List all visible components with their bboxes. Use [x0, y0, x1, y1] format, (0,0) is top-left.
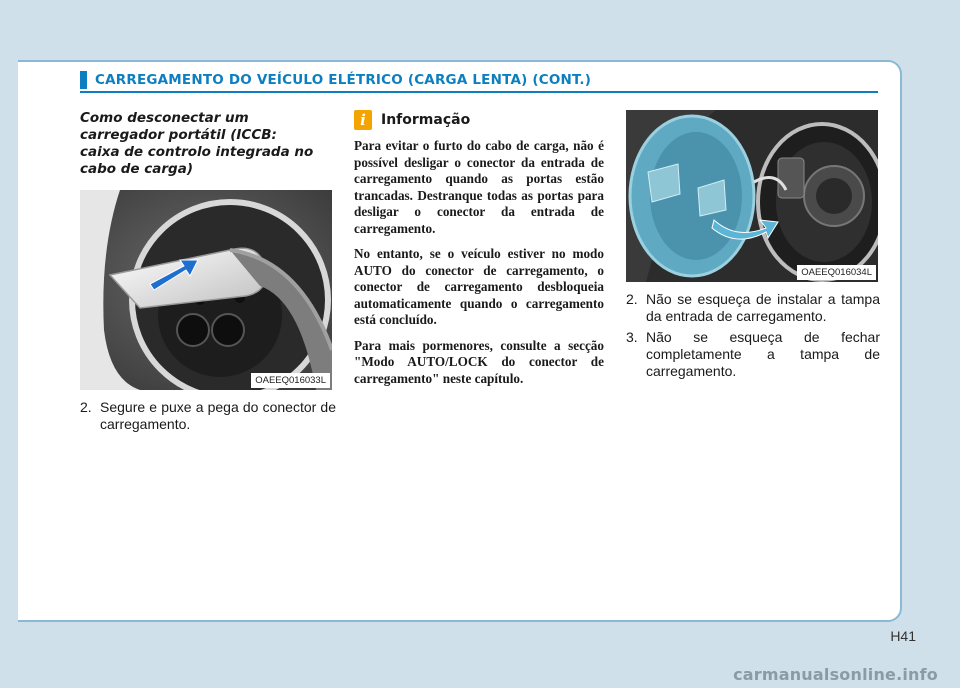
section-header: [80, 69, 880, 91]
instruction-step: [626, 291, 880, 325]
info-header: [354, 110, 604, 130]
left-column: [80, 110, 336, 433]
page-number: H41: [890, 628, 916, 644]
info-icon: i: [354, 110, 372, 130]
figure-code-label: OAEEQ016033L: [251, 373, 330, 388]
figure-charging-door: [626, 110, 878, 282]
info-paragraph: No entanto, se o veículo estiver no modo AUTO do conector de carregamento, o conector de carregamento desbloqueia automaticamente quando o carregamento está concluído.: [354, 246, 604, 327]
header-accent-bar: [80, 71, 87, 89]
watermark: carmanualsonline.info: [733, 665, 938, 684]
step-number: 3.: [626, 329, 638, 345]
info-column: [354, 110, 604, 396]
figure-code-label: OAEEQ016034L: [797, 265, 876, 280]
info-title: Informação: [381, 112, 471, 128]
header-underline: [80, 91, 878, 93]
subsection-title: Como desconectar um carregador portátil (ICCB: caixa de controlo integrada no cabo de carga): [80, 110, 314, 177]
charging-door-illustration: [626, 110, 878, 282]
step-text: Não se esqueça de fechar completamente a tampa de carregamento.: [646, 329, 880, 379]
step-number: 2.: [80, 399, 92, 415]
section-title: CARREGAMENTO DO VEÍCULO ELÉTRICO (CARGA LENTA) (CONT.): [95, 72, 592, 88]
info-paragraph: Para mais pormenores, consulte a secção "Modo AUTO/LOCK do conector de carregamento" neste capítulo.: [354, 337, 604, 386]
instruction-step: [80, 399, 336, 433]
info-paragraph: Para evitar o furto do cabo de carga, não é possível desligar o conector da entrada de carregamento quando as portas estão trancadas. Destranque todas as portas para desligar o conector da entrada de carregamento.: [354, 138, 604, 236]
charging-connector-illustration: [80, 190, 332, 390]
figure-charging-connector: [80, 190, 332, 390]
right-column: [626, 110, 880, 380]
instruction-step: [626, 329, 880, 380]
step-text: Segure e puxe a pega do conector de carregamento.: [100, 399, 336, 432]
step-text: Não se esqueça de instalar a tampa da entrada de carregamento.: [646, 291, 880, 324]
step-number: 2.: [626, 291, 638, 307]
